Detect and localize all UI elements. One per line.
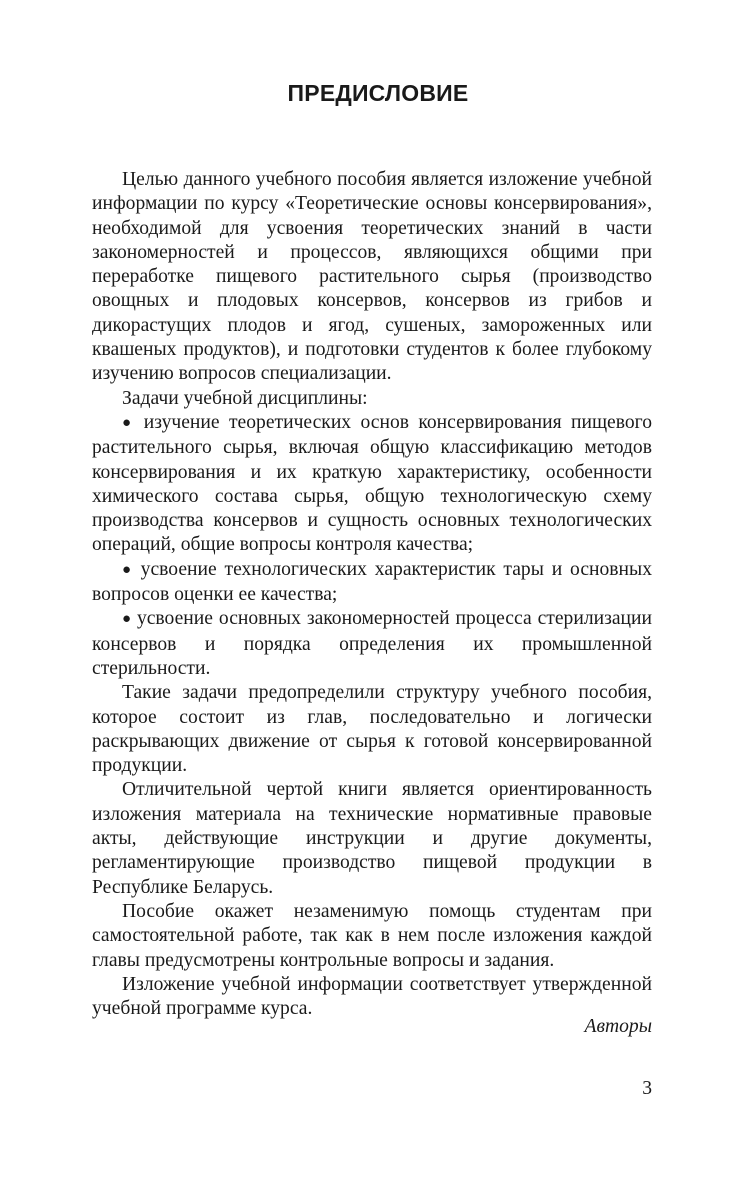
paragraph-program: Изложение учебной информации соответствует утвержденной учебной программе курса. (92, 973, 652, 1020)
bullet-item-packaging: ● усвоение технологических характеристик тары и основных вопросов оценки ее качества; (92, 558, 652, 608)
preface-body (92, 168, 652, 1021)
paragraph-structure: Такие задачи предопределили структуру учебного пособия, которое состоит из глав, последовательно и логически раскрывающих движение от сырья к готовой консервированной продукции. (92, 682, 652, 777)
paragraph-purpose: Целью данного учебного пособия является изложение учебной информации по курсу «Теоретические основы консервирования», необходимой для усвоения теоретических знаний в части закономерностей и процессов, являющихся общими при переработке пищевого растительного сырья (производство овощных и плодовых консервов, консервов из грибов и дикорастущих плодов и ягод, сушеных, замороженных или квашеных продуктов), и подготовки студентов к более глубокому изучению вопросов специализации. (92, 169, 652, 385)
bullet-item-sterilization: ● усвоение основных закономерностей процесса стерилизации консервов и порядка определения их промышленной стерильности. (92, 607, 652, 681)
authors-signature: Авторы (584, 1016, 652, 1037)
bullet-item-theory: ● изучение теоретических основ консервирования пищевого растительного сырья, включая общую классификацию методов консервирования и их краткую характеристику, особенности химического состава сырья, общую технологическую схему производства консервов и сущность основных технологических операций, общие вопросы контроля качества; (92, 411, 652, 558)
paragraph-features: Отличительной чертой книги является ориентированность изложения материала на технические нормативные правовые акты, действующие инструкции и другие документы, регламентирующие производство пищевой продукции в Республике Беларусь. (92, 779, 652, 898)
page-title: ПРЕДИСЛОВИЕ (287, 80, 469, 106)
paragraph-tasks-intro: Задачи учебной дисциплины: (122, 387, 368, 409)
page-number: 3 (642, 1078, 652, 1099)
paragraph-help: Пособие окажет незаменимую помощь студентам при самостоятельной работе, так как в нем после изложения каждой главы предусмотрены контрольные вопросы и задания. (92, 900, 652, 971)
